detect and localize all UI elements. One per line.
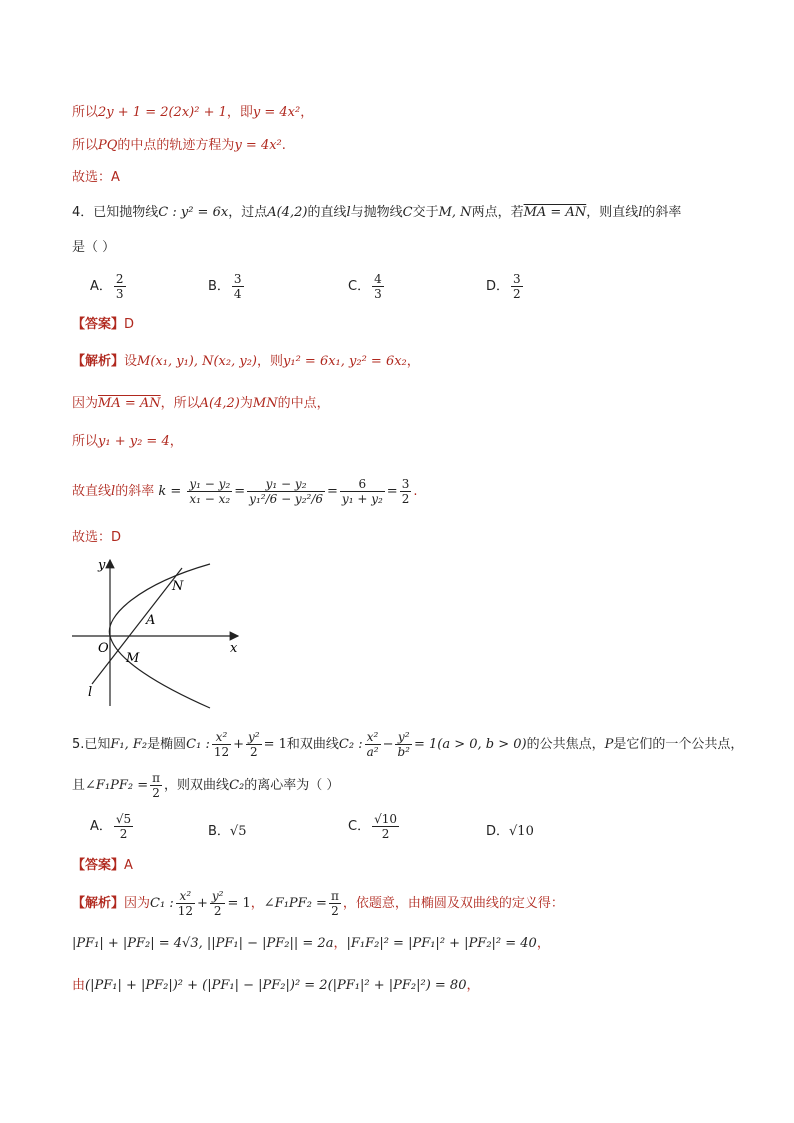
math: = 1 [227, 896, 251, 911]
q4-analysis-line-1 [72, 352, 420, 372]
q5-option-a [90, 812, 135, 841]
line-l-label: l [88, 685, 93, 700]
math: C₁ : [186, 737, 210, 752]
q5-analysis-line-1 [72, 886, 564, 922]
numerator: 6 [340, 477, 385, 492]
denominator: 12 [213, 745, 230, 759]
text: 的公共焦点， [526, 737, 605, 752]
line-2 [72, 136, 286, 156]
fraction [247, 477, 325, 506]
text: ， [333, 936, 347, 951]
q4-choose: 故选：D [72, 530, 122, 545]
text: ， [300, 105, 314, 120]
fraction [187, 477, 232, 506]
text: ， [406, 354, 420, 369]
text: 所以 [72, 105, 99, 120]
numerator: x² [176, 889, 195, 904]
math: C₁ : [150, 896, 174, 911]
denominator: 2 [152, 786, 160, 800]
q4-option-c [348, 272, 386, 301]
text: 两点，若 [471, 205, 524, 220]
text: 的斜率 [642, 205, 682, 220]
minus: − [382, 737, 394, 752]
math: 2y + 1 = 2(2x)² + 1 [98, 105, 227, 120]
fraction [246, 730, 262, 759]
fraction [329, 889, 341, 918]
text: 的中点的轨迹方程为 [117, 138, 235, 153]
text: . [281, 138, 286, 153]
math: M(x₁, y₁), N(x₂, y₂) [137, 354, 257, 369]
q4-analysis-line-2 [72, 394, 330, 414]
math: C₂ : [338, 737, 363, 752]
origin-label: O [98, 641, 109, 656]
numerator: √10 [374, 812, 397, 826]
denominator: 2 [119, 827, 128, 841]
q4-figure [70, 556, 250, 712]
denominator: 3 [374, 287, 382, 301]
math: C : y² = 6x [158, 205, 229, 220]
denominator: 2 [213, 904, 222, 918]
text: 4．已知抛物线 [72, 205, 159, 220]
text: ， [250, 896, 264, 911]
fraction [114, 812, 133, 841]
text: 为 [239, 396, 253, 411]
answer-value: A [124, 858, 133, 873]
answer-value: D [124, 317, 135, 332]
q5-stem-line-1 [72, 730, 743, 760]
answer-tag: 【答案】 [72, 858, 125, 873]
math: l [638, 205, 643, 220]
numerator: y² [395, 730, 412, 745]
math: C [402, 205, 413, 220]
q5-analysis-line-3 [72, 976, 480, 996]
fraction [114, 272, 126, 301]
text: 是椭圆 [147, 737, 187, 752]
text: ，则双曲线 [164, 778, 230, 793]
line-l [92, 568, 182, 684]
option-value: √10 [509, 824, 534, 839]
text: 故直线 [72, 484, 112, 499]
fraction [210, 889, 226, 918]
denominator: 2 [401, 492, 410, 506]
point-a-label: A [146, 613, 156, 628]
q5-option-c [348, 812, 401, 841]
math: (|PF₁| + |PF₂|)² + (|PF₁| − |PF₂|)² = 2(|PF₁|² + |PF₂|²) = 80 [85, 978, 467, 993]
plus: + [233, 737, 245, 752]
text: ，则 [257, 354, 284, 369]
denominator: 12 [177, 904, 193, 918]
text: ， [536, 936, 550, 951]
math: A(4,2) [199, 396, 240, 411]
fraction [340, 477, 385, 506]
math: l [111, 484, 116, 499]
math: l [346, 205, 351, 220]
numerator: √5 [115, 812, 132, 826]
line-1 [72, 103, 313, 123]
equals: = [234, 484, 246, 499]
math: y = 4x² [234, 138, 282, 153]
text: 且 [72, 778, 86, 793]
text: ， [169, 434, 183, 449]
option-label: D． [486, 279, 510, 294]
text: ，过点 [228, 205, 268, 220]
q4-stem-line-2: 是（ ） [72, 240, 116, 255]
math: F₁, F₂ [110, 737, 148, 752]
text: 和双曲线 [286, 737, 339, 752]
text: 因为 [72, 396, 99, 411]
q5-analysis-line-2 [72, 934, 550, 954]
option-value: √5 [229, 824, 247, 839]
numerator: x² [365, 730, 381, 745]
numerator: π [330, 889, 339, 903]
fraction [395, 730, 412, 759]
denominator: x₁ − x₂ [189, 492, 231, 506]
fraction [372, 812, 399, 841]
denominator: 2 [381, 827, 390, 841]
option-label: A． [90, 279, 112, 294]
fraction [372, 272, 384, 301]
denominator: y₁²/6 − y₂²/6 [249, 492, 324, 506]
math: MN [252, 396, 278, 411]
denominator: a² [366, 745, 379, 759]
plus: + [196, 896, 208, 911]
q5-option-b [208, 820, 246, 839]
fraction [150, 771, 162, 800]
fraction [212, 730, 231, 759]
point-n-label: N [172, 579, 184, 594]
q4-analysis-line-3 [72, 432, 183, 452]
answer-tag: 【答案】 [72, 317, 125, 332]
denominator: 3 [115, 287, 124, 301]
equals: = [327, 484, 338, 499]
math: A(4,2) [267, 205, 308, 220]
math: ∠F₁PF₂ = [85, 778, 149, 793]
denominator: y₁ + y₂ [341, 492, 383, 506]
text: 的中点， [277, 396, 330, 411]
numerator: 3 [233, 272, 242, 286]
math: y₁² = 6x₁, y₂² = 6x₂ [283, 354, 407, 369]
text: 设 [124, 354, 138, 369]
text: 由 [72, 978, 86, 993]
text: 的离心率为（ ） [244, 778, 340, 793]
denominator: 4 [233, 287, 242, 301]
fraction [511, 272, 523, 301]
fraction [232, 272, 244, 301]
numerator: y₁ − y₂ [189, 477, 231, 491]
x-axis-label: x [230, 641, 238, 656]
text: ，则直线 [586, 205, 639, 220]
analysis-tag: 【解析】 [72, 354, 125, 369]
math: |F₁F₂|² = |PF₁|² + |PF₂|² = 40 [346, 936, 537, 951]
text: ，即 [226, 105, 253, 120]
text: ， [466, 978, 480, 993]
math: y = 4x² [252, 105, 301, 120]
numerator: 2 [115, 272, 124, 286]
line-3: 故选：A [72, 170, 120, 185]
math: y₁ + y₂ = 4 [98, 434, 170, 449]
text: 是它们的一个公共点， [613, 737, 744, 752]
option-label: B． [208, 824, 230, 839]
option-label: B． [208, 279, 230, 294]
q5-option-d [486, 820, 534, 839]
numerator: π [152, 771, 161, 785]
y-axis-label: y [98, 558, 106, 573]
text: 所以 [72, 434, 99, 449]
numerator: 3 [401, 477, 410, 491]
text: 的直线 [307, 205, 347, 220]
text: 因为 [124, 896, 151, 911]
numerator: y² [211, 889, 224, 903]
q4-option-b [208, 272, 246, 301]
fraction [365, 730, 381, 759]
q4-stem-line-1 [72, 203, 681, 223]
numerator: 3 [513, 272, 521, 286]
math: k = [158, 484, 182, 499]
text: 与抛物线 [350, 205, 403, 220]
math-vector: MA = AN [523, 205, 587, 220]
text: 5.已知 [72, 737, 111, 752]
math: PQ [98, 138, 118, 153]
text: 的斜率 [115, 484, 155, 499]
numerator: y₁ − y₂ [247, 477, 325, 492]
q4-option-d [486, 272, 525, 301]
equals: = [386, 484, 398, 499]
text: ，依题意，由椭圆及双曲线的定义得： [342, 896, 564, 911]
text: . [413, 484, 418, 499]
option-label: C． [348, 279, 371, 294]
q4-analysis-line-4 [72, 466, 417, 518]
fraction [176, 889, 195, 918]
math: P [604, 737, 614, 752]
math: = 1(a > 0, b > 0) [413, 737, 527, 752]
q5-answer [72, 856, 133, 876]
math: ∠F₁PF₂ = [263, 896, 327, 911]
math: M, N [438, 205, 472, 220]
option-label: A． [90, 819, 112, 834]
math: C₂ [229, 778, 245, 793]
numerator: 4 [374, 272, 382, 286]
denominator: 2 [331, 904, 339, 918]
denominator: 2 [513, 287, 521, 301]
numerator: y² [248, 730, 260, 744]
text: 交于 [412, 205, 439, 220]
option-label: C． [348, 819, 371, 834]
text: 所以 [72, 138, 99, 153]
math: = 1 [263, 737, 287, 752]
q4-option-a [90, 272, 128, 301]
numerator: x² [212, 730, 231, 745]
q5-stem-line-2 [72, 768, 339, 804]
fraction [400, 477, 412, 506]
text: ，所以 [160, 396, 200, 411]
math-vector: MA = AN [98, 396, 161, 411]
option-label: D． [486, 824, 510, 839]
math: |PF₁| + |PF₂| = 4√3, ||PF₁| − |PF₂|| = 2a [72, 936, 334, 951]
denominator: b² [397, 745, 410, 759]
denominator: 2 [249, 745, 258, 759]
analysis-tag: 【解析】 [72, 896, 125, 911]
q4-answer [72, 315, 134, 335]
point-m-label: M [126, 651, 140, 666]
